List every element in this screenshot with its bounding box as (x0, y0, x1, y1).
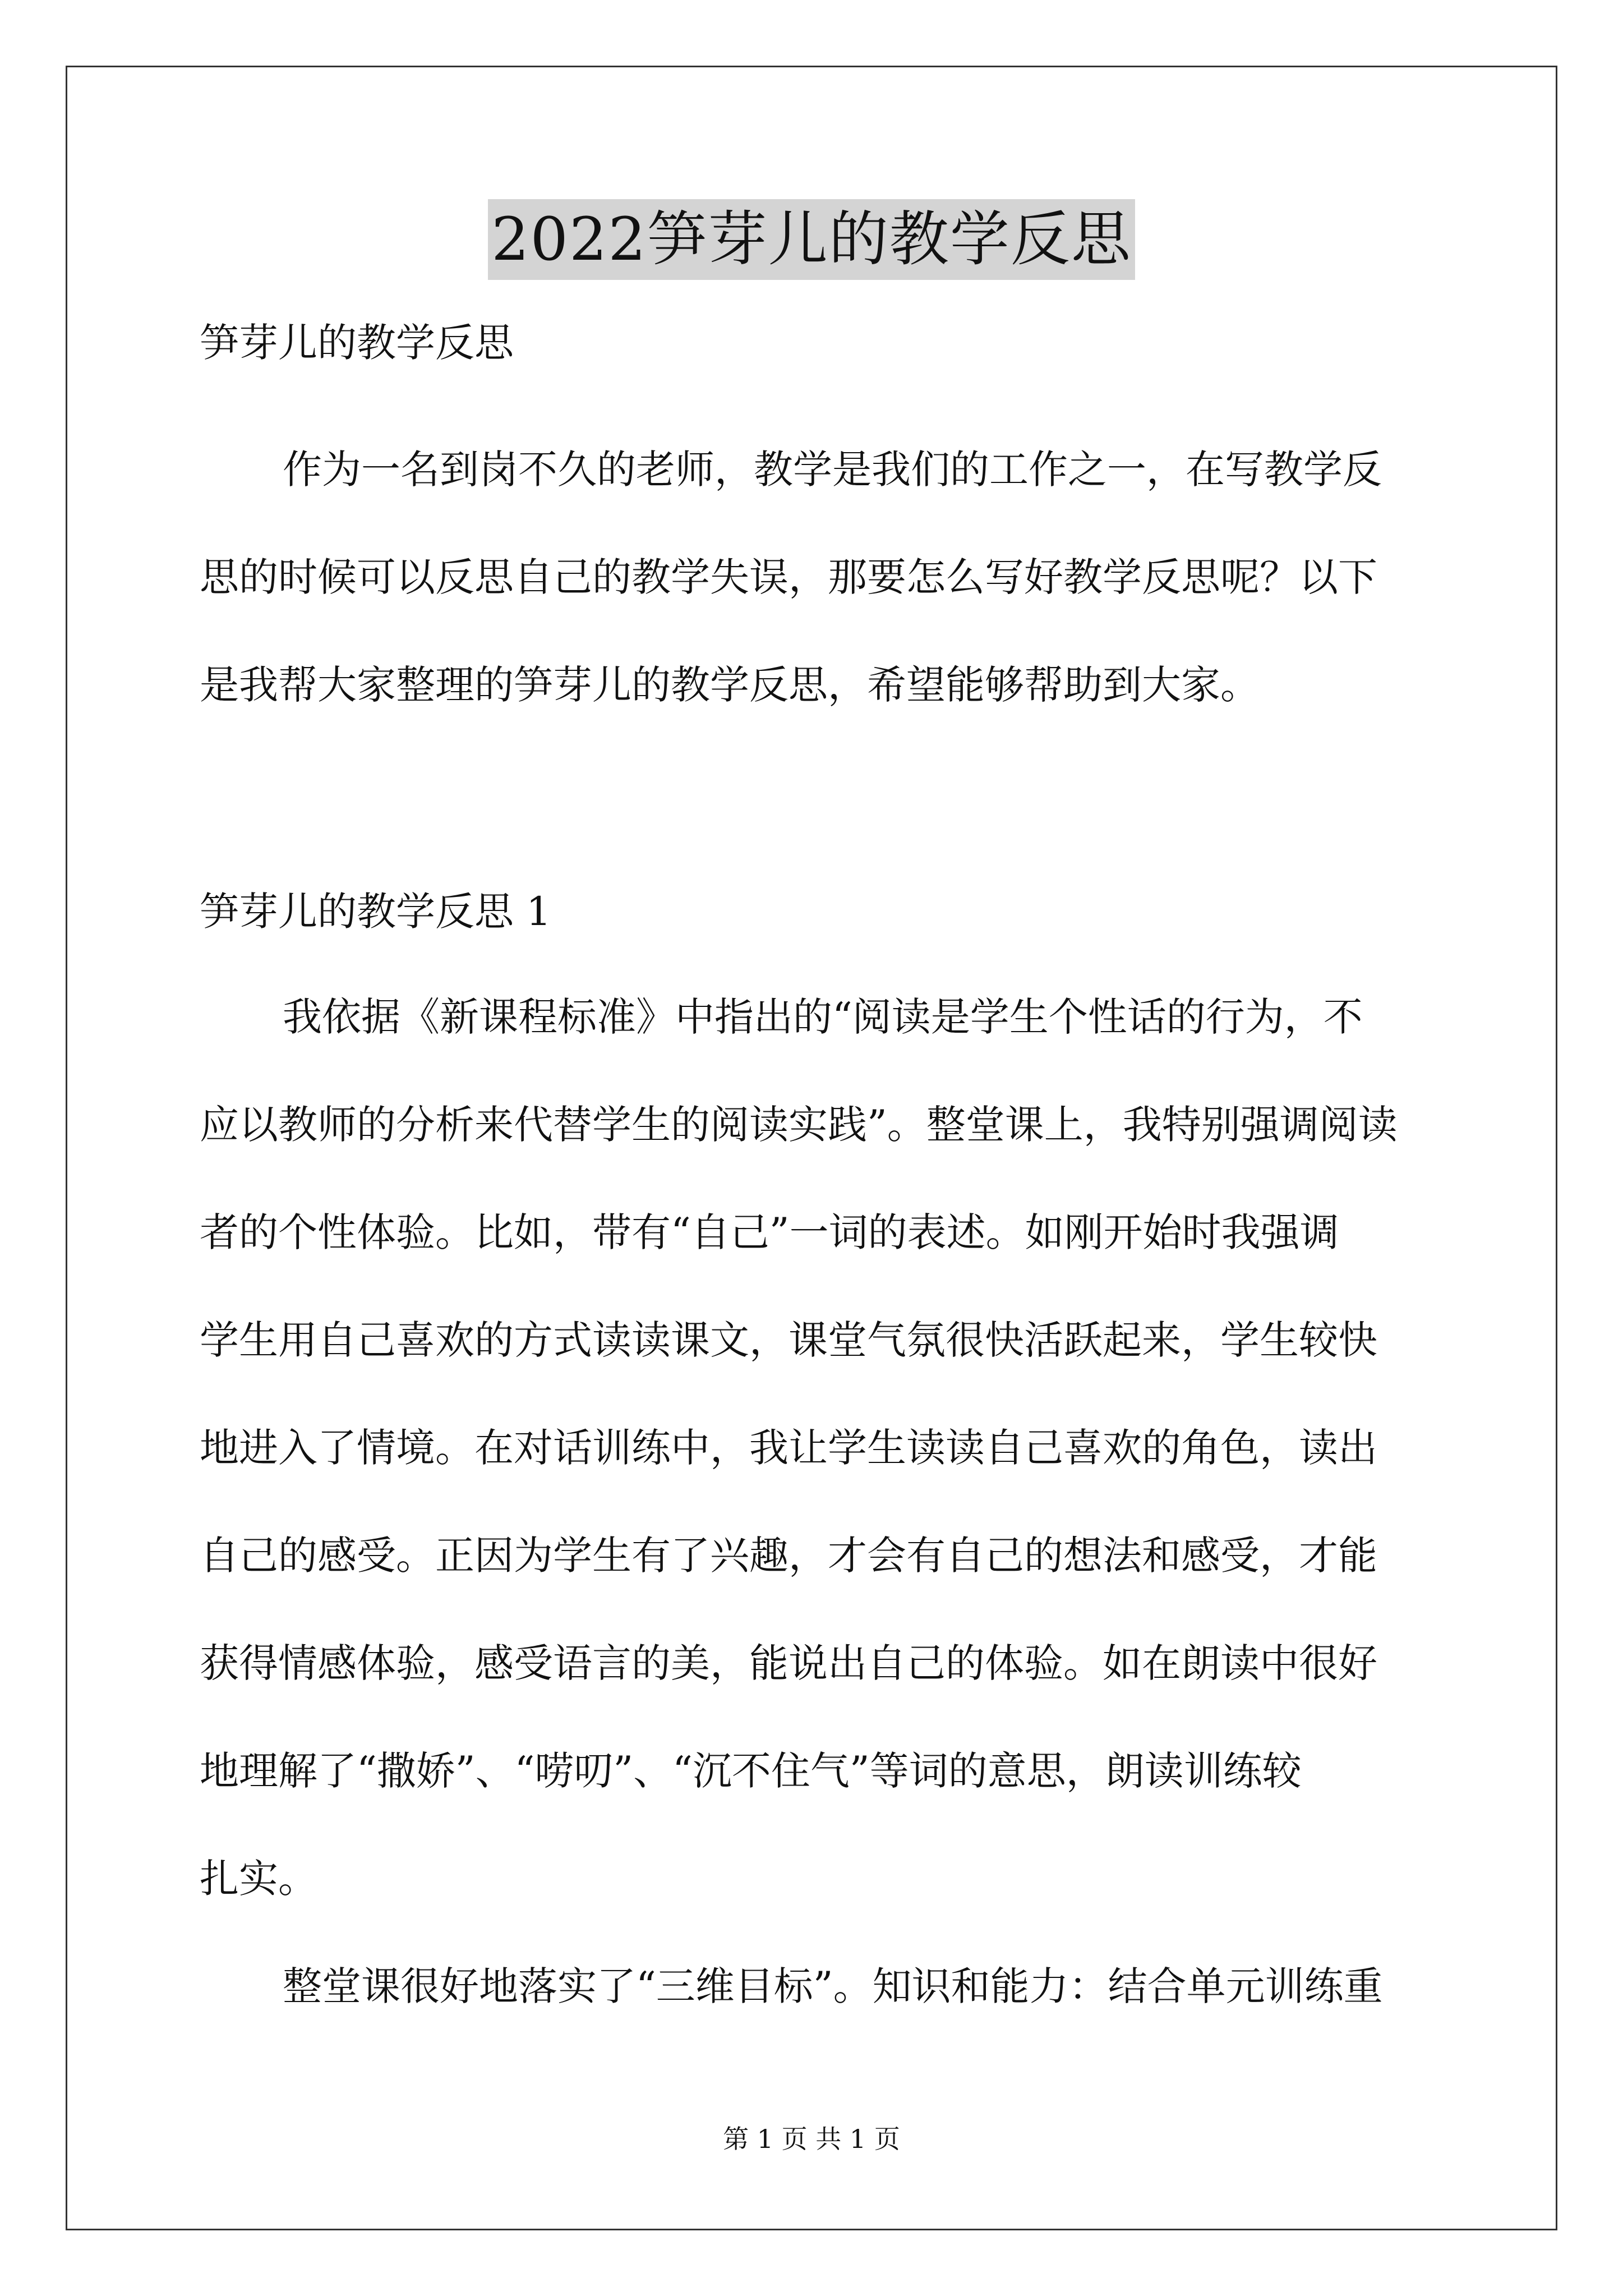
paragraph-line: 地理解了“撒娇”、“唠叨”、“沉不住气”等词的意思，朗读训练较 (200, 1748, 1302, 1794)
paragraph-line: 学生用自己喜欢的方式读读课文，课堂气氛很快活跃起来，学生较快 (200, 1317, 1377, 1363)
paragraph-line: 整堂课很好地落实了“三维目标”。知识和能力：结合单元训练重 (283, 1963, 1383, 2009)
page-footer: 第 1 页 共 1 页 (723, 2124, 900, 2154)
paragraph-line: 我依据《新课程标准》中指出的“阅读是学生个性话的行为，不 (283, 994, 1363, 1040)
paragraph-line: 扎实。 (200, 1856, 317, 1902)
intro-heading: 笋芽儿的教学反思 (200, 320, 514, 366)
paragraph-line: 思的时候可以反思自己的教学失误，那要怎么写好教学反思呢？以下 (200, 554, 1377, 600)
paragraph-line: 者的个性体验。比如，带有“自己”一词的表述。如刚开始时我强调 (200, 1209, 1339, 1255)
title-container (0, 199, 1623, 280)
document-title: 2022笋芽儿的教学反思 (488, 199, 1135, 280)
section1-paragraph-2 (200, 1960, 1433, 2068)
paragraph-line: 应以教师的分析来代替学生的阅读实践”。整堂课上，我特别强调阅读 (200, 1102, 1398, 1148)
section1-heading: 笋芽儿的教学反思 1 (200, 889, 551, 935)
intro-paragraph (200, 443, 1433, 766)
paragraph-line: 地进入了情境。在对话训练中，我让学生读读自己喜欢的角色，读出 (200, 1425, 1377, 1471)
paragraph-line: 自己的感受。正因为学生有了兴趣，才会有自己的想法和感受，才能 (200, 1533, 1377, 1579)
paragraph-line: 是我帮大家整理的笋芽儿的教学反思，希望能够帮助到大家。 (200, 662, 1260, 708)
section1-paragraph-1 (200, 991, 1433, 1960)
paragraph-line: 作为一名到岗不久的老师，教学是我们的工作之一，在写教学反 (283, 447, 1382, 493)
paragraph-line: 获得情感体验，感受语言的美，能说出自己的体验。如在朗读中很好 (200, 1640, 1377, 1686)
